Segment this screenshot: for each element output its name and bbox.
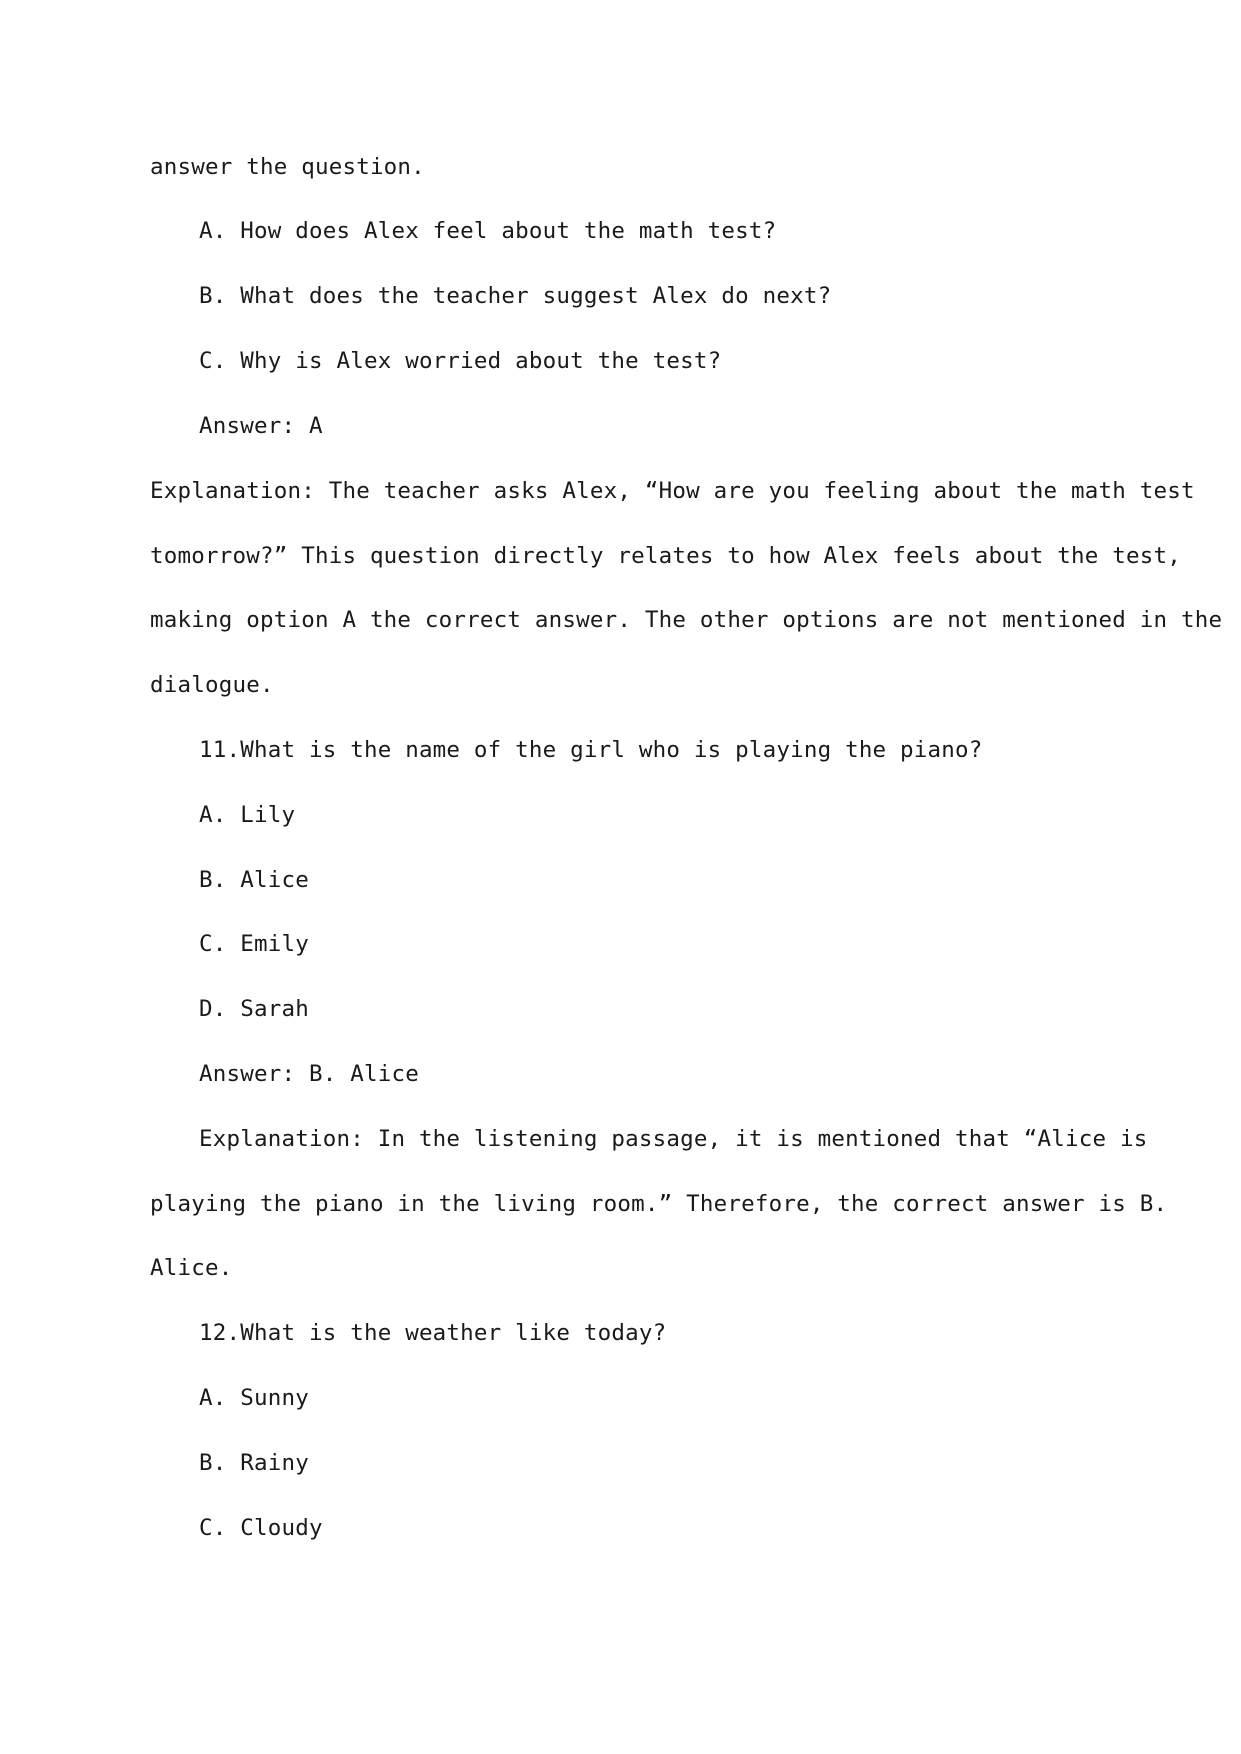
q10-option-c: C. Why is Alex worried about the test? xyxy=(199,348,722,374)
q10-option-a: A. How does Alex feel about the math test? xyxy=(199,218,777,244)
q10-answer: Answer: A xyxy=(199,413,323,439)
q10-explanation-line-3: making option A the correct answer. The other options are not mentioned in the xyxy=(150,607,1223,633)
q10-option-b: B. What does the teacher suggest Alex do next? xyxy=(199,283,832,309)
q11-option-c: C. Emily xyxy=(199,931,309,957)
q12-option-a: A. Sunny xyxy=(199,1385,309,1411)
q11-question: 11.What is the name of the girl who is playing the piano? xyxy=(199,737,983,763)
q10-explanation-line-4: dialogue. xyxy=(150,672,274,698)
q11-answer: Answer: B. Alice xyxy=(199,1061,419,1087)
q10-explanation-line-2: tomorrow?” This question directly relates to how Alex feels about the test, xyxy=(150,543,1181,569)
intro-text: answer the question. xyxy=(150,154,425,180)
q11-explanation-line-3: Alice. xyxy=(150,1255,233,1281)
q11-option-b: B. Alice xyxy=(199,867,309,893)
q12-question: 12.What is the weather like today? xyxy=(199,1320,667,1346)
q11-explanation-line-1: Explanation: In the listening passage, it is mentioned that “Alice is xyxy=(199,1126,1148,1152)
q11-option-a: A. Lily xyxy=(199,802,296,828)
q11-option-d: D. Sarah xyxy=(199,996,309,1022)
q12-option-b: B. Rainy xyxy=(199,1450,309,1476)
q11-explanation-line-2: playing the piano in the living room.” Therefore, the correct answer is B. xyxy=(150,1191,1168,1217)
q10-explanation-line-1: Explanation: The teacher asks Alex, “How are you feeling about the math test xyxy=(150,478,1195,504)
q12-option-c: C. Cloudy xyxy=(199,1515,323,1541)
